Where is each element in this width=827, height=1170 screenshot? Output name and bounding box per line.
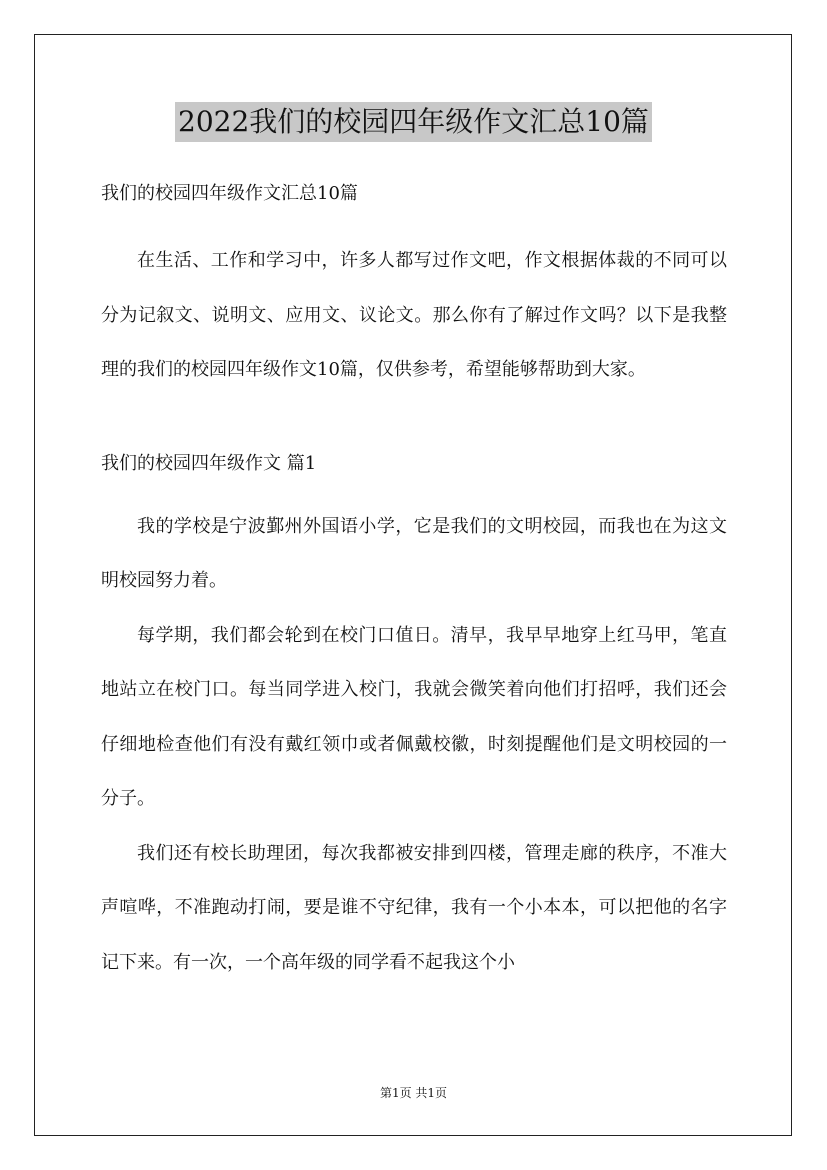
spacer <box>101 212 727 234</box>
page-footer: 第1页 共1页 <box>379 1086 448 1100</box>
section-heading: 我们的校园四年级作文 篇1 <box>101 452 317 474</box>
section-heading-container <box>101 446 727 482</box>
document-subtitle: 我们的校园四年级作文汇总10篇 <box>101 183 358 204</box>
intro-paragraph: 在生活、工作和学习中，许多人都写过作文吧，作文根据体裁的不同可以分为记叙文、说明文、应用文、议论文。那么你有了解过作文吗？以下是我整理的我们的校园四年级作文10篇，仅供参考，希望能够帮助到大家。 <box>101 250 727 380</box>
document-body <box>101 176 727 990</box>
body-paragraph-3: 我们还有校长助理团，每次我都被安排到四楼，管理走廊的秩序，不准大声喧哗，不准跑动打闹，要是谁不守纪律，我有一个小本本，可以把他的名字记下来。有一次，一个高年级的同学看不起我这个小 <box>101 842 727 973</box>
body-paragraph-1: 我的学校是宁波鄞州外国语小学，它是我们的文明校园，而我也在为这文明校园努力着。 <box>101 515 727 591</box>
document-title: 2022我们的校园四年级作文汇总10篇 <box>175 102 652 142</box>
body-paragraph-2: 每学期，我们都会轮到在校门口值日。清早，我早早地穿上红马甲，笔直地站立在校门口。每当同学进入校门，我就会微笑着向他们打招呼，我们还会仔细地检查他们有没有戴红领巾或者佩戴校徽，时刻提醒他们是文明校园的一分子。 <box>101 624 727 809</box>
title-container <box>0 102 827 142</box>
